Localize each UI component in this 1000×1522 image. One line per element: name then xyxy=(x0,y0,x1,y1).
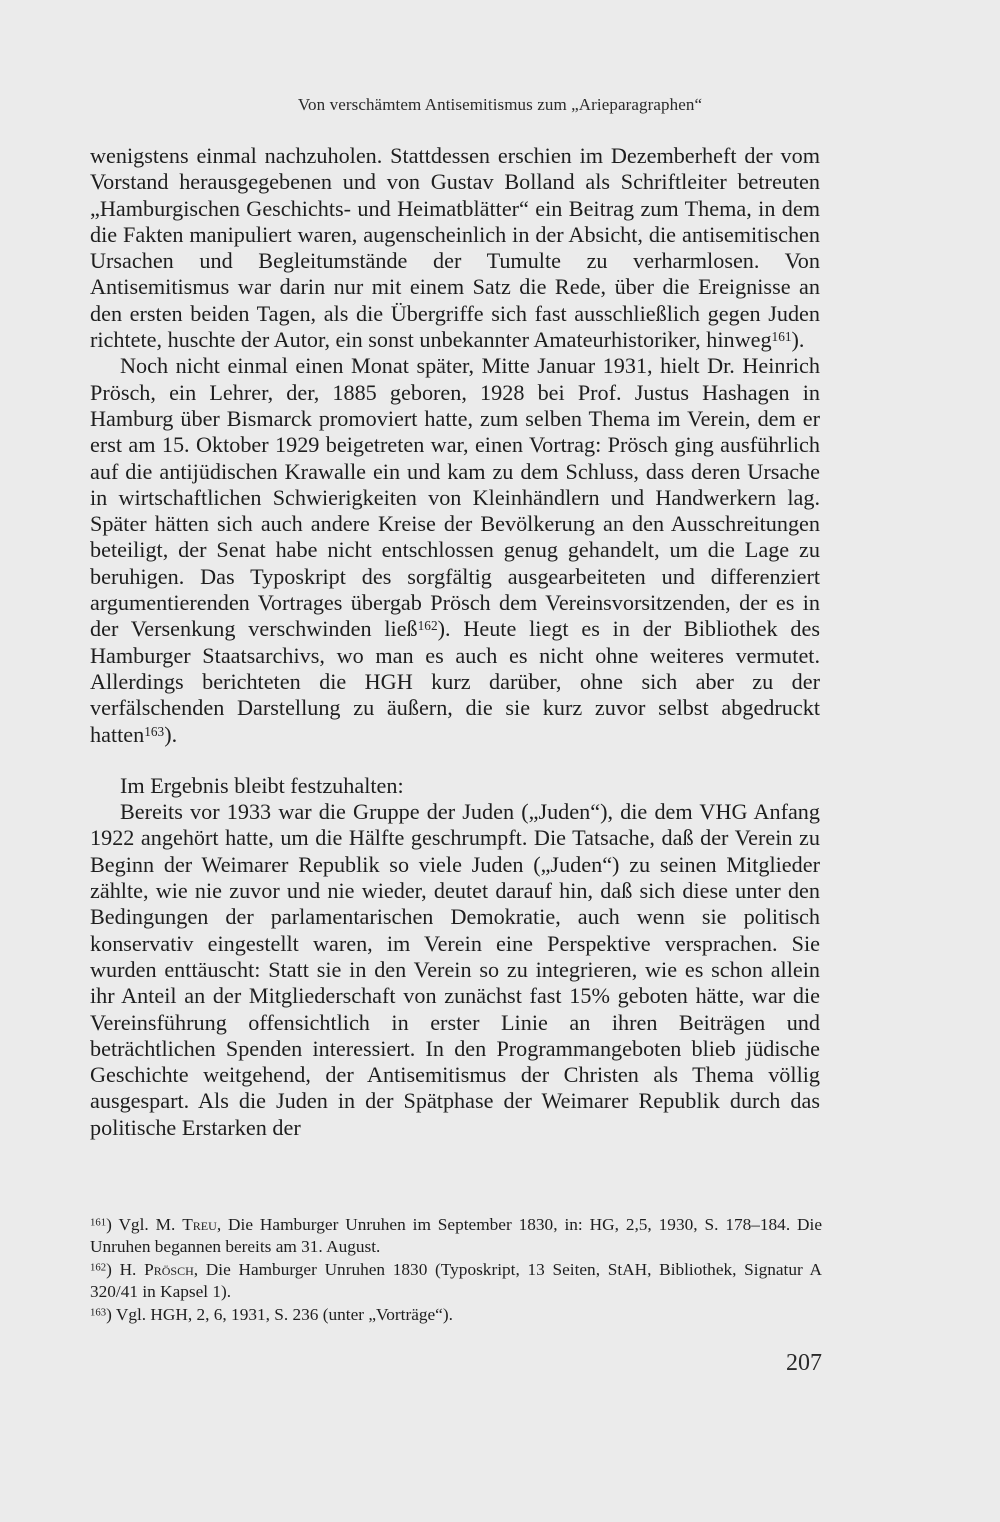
footnote-number: 161 xyxy=(90,1216,107,1229)
footnote-text: Vgl. HGH, 2, 6, 1931, S. 236 (unter „Vorträge“). xyxy=(115,1304,453,1324)
footnote-ref: 163 xyxy=(144,723,165,739)
footnote-number: 162 xyxy=(90,1261,107,1274)
footnote: $^{163}$) Vgl. HGH, 2, 6, 1931, S. 236 (unter „Vorträge“). xyxy=(90,1304,453,1324)
footnote: $^{161}$) Vgl. M. Treu, Die Hamburger Unruhen im September 1830, in: HG, 2,5, 1930, S. 178–184. Die Unruhen begannen bereits am 31. August. xyxy=(90,1215,823,1257)
paragraph xyxy=(90,353,820,747)
footnote-text: H. xyxy=(119,1259,137,1279)
footnote-text: , Die Hamburger Unruhen im September 1830, in: HG, 2,5, 1930, S. 178–184. Die Unruhen begannen bereits am 31. August. xyxy=(90,1215,823,1257)
paragraph xyxy=(90,773,820,799)
footnotes xyxy=(90,1214,822,1326)
footnote-author: Treu xyxy=(182,1215,217,1234)
paragraph-text: ). xyxy=(164,721,178,747)
paragraph-text: Bereits vor 1933 war die Gruppe der Juden („Juden“), die dem VHG Anfang 1922 angehört hatte, um die Hälfte geschrumpft. Die Tatsache, daß der Verein zu Beginn der Weimarer Republik so viele Juden („Juden“) zu seinen Mitglieder zählte, wie nie zuvor und nie wieder, deutet darauf hin, daß sich diese unter den Bedingungen der parlamentarischen Demokratie, auch wenn sie politisch konservativ eingestellt waren, im Verein eine Perspektive versprachen. Sie wurden enttäuscht: Statt sie in den Verein so zu integrieren, wie es schon allein ihr Anteil an der Mitgliederschaft von zunächst fast 15% geboten hätte, war die Vereinsführung offensichtlich in erster Linie an ihren Beiträgen und beträchtlichen Spenden interessiert. In den Programmangeboten blieb jüdische Geschichte weitgehend, der Antisemitismus der Christen als Thema völlig ausgespart. Als die Juden in der Spätphase der Weimarer Republik durch das politische Erstarken der xyxy=(90,799,820,1140)
paragraph-text: Noch nicht einmal einen Monat später, Mitte Januar 1931, hielt Dr. Heinrich Prösch, ein Lehrer, der, 1885 geboren, 1928 bei Prof. Justus Hashagen in Hamburg über Bismarck promoviert hatte, zum selben Thema im Verein, dem er erst am 15. Oktober 1929 beigetreten war, einen Vortrag: Prösch ging ausführlich auf die antijüdischen Krawalle ein und kam zu dem Schluss, dass deren Ursache in wirtschaftlichen Schwierigkeiten von Kleinhändlern und Handwerkern lag. Später hätten sich auch andere Kreise der Bevölkerung an den Ausschreitungen beteiligt, der Senat habe nicht entschlossen genug gehandelt, um die Lage zu beruhigen. Das Typoskript des sorgfältig ausgearbeiteten und differenziert argumentierenden Vortrages übergab Prösch dem Vereinsvorsitzenden, der es in der Versenkung verschwinden ließ xyxy=(90,353,820,642)
paragraph xyxy=(90,143,820,353)
page-number: 207 xyxy=(786,1350,822,1376)
footnote-text: Vgl. M. xyxy=(118,1215,176,1234)
paragraph xyxy=(90,799,820,1141)
footnote-number: 163 xyxy=(90,1306,107,1319)
paragraph-text: wenigstens einmal nachzuholen. Stattdessen erschien im Dezemberheft der vom Vorstand herausgegebenen und von Gustav Bolland als Schriftleiter betreuten „Hamburgischen Geschichts- und Heimatblätter“ ein Beitrag zum Thema, in dem die Fakten manipuliert waren, augenscheinlich in der Absicht, die antisemitischen Ursachen und Begleitumstände der Tumulte zu verharmlosen. Von Antisemitismus war darin nur mit einem Satz die Rede, über die Ereignisse an den ersten beiden Tagen, als die Übergriffe sich fast ausschließlich gegen Juden richtete, huschte der Autor, ein sonst unbekannter Amateurhistoriker, hinweg xyxy=(90,143,820,353)
footnote-author: Prösch xyxy=(144,1259,194,1279)
main-text xyxy=(90,143,820,1141)
footnote-ref: 161 xyxy=(771,329,792,345)
paragraph-text: Im Ergebnis bleibt festzuhalten: xyxy=(120,772,404,798)
running-head: Von verschämtem Antisemitismus zum „Arieparagraphen“ xyxy=(297,95,703,114)
footnote-ref: 162 xyxy=(417,618,438,634)
paragraph-text: ). xyxy=(791,327,805,353)
footnote-text: , Die Hamburger Unruhen 1830 (Typoskript, 13 Seiten, StAH, Bibliothek, Signatur A 320/41 in Kapsel 1). xyxy=(90,1259,822,1302)
paragraph-text: ). Heute liegt es in der Bibliothek des Hamburger Staatsarchivs, wo man es auch es nicht ohne weiteres vermutet. Allerdings berichteten die HGH kurz darüber, ohne sich aber zu der verfälschenden Darstellung zu äußern, die sie kurz zuvor selbst abgedruckt hatten xyxy=(90,616,820,747)
footnote: $^{162}$) H. Prösch, Die Hamburger Unruhen 1830 (Typoskript, 13 Seiten, StAH, Bibliothek, Signatur A 320/41 in Kapsel 1). xyxy=(90,1259,822,1302)
